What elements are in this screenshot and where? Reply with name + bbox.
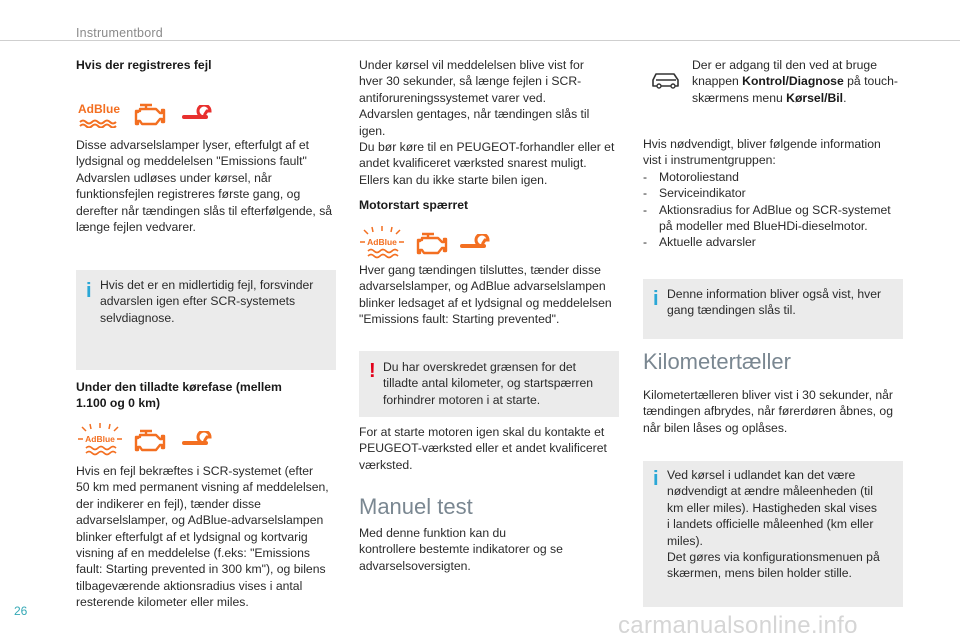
adblue-flashing-icon xyxy=(78,423,122,457)
svg-text:AdBlue: AdBlue xyxy=(85,434,115,444)
warning-icons-row-1 xyxy=(78,97,218,137)
warning-exclamation-icon: ! xyxy=(369,360,376,382)
adblue-flashing-icon xyxy=(360,226,404,260)
svg-text:AdBlue: AdBlue xyxy=(367,237,397,247)
heading-allowed-phase: Under den tilladte kørefase (mellem 1.100 og 0 km) xyxy=(76,380,282,411)
para-info-shown: Hvis nødvendigt, bliver følgende information vist i instrumentgruppen: - Motoroliestand - Serviceindikator - Aktionsradius for AdBlue og SCR-systemet på modeller med BlueHDi-dieselmotor. - Aktuelle advarsler xyxy=(643,136,913,251)
info-box-temporary-fault: i Hvis det er en midlertidig fejl, forsvinder advarslen igen efter SCR-systemets selvdiagnose. xyxy=(76,270,336,370)
engine-icon xyxy=(414,228,448,258)
para-odometer: Kilometertælleren bliver vist i 30 sekunder, når tændingen afbrydes, når førerdøren åbnes, og når bilen låses og oplåses. xyxy=(643,388,893,435)
heading-start-prevented: Motorstart spærret xyxy=(359,198,469,212)
info-icon: i xyxy=(653,288,659,310)
warning-icons-row-2 xyxy=(78,423,218,463)
adblue-icon: AdBlue xyxy=(78,103,120,133)
para-scr-fault: Hvis en fejl bekræftes i SCR-systemet (efter 50 km med permanent visning af meddelelsen, der indikerer en fejl), tænder disse advarselslamper, og AdBlue-advarselslampen blinker efterfulgt af et lydsignal og kortvarig visning af en meddelelse (f.eks: "Emissions fault: Starting prevented in 300 km"), og bilens tilbageværende aktionsradius vises i antal resterende kilometer eller miles. xyxy=(76,464,329,610)
para-manual-test: Med denne funktion kan du kontrollere bestemte indikatorer og se advarselsoversigten. xyxy=(359,526,563,573)
list-item: - Aktionsradius for AdBlue og SCR-systemet på modeller med BlueHDi-dieselmotor. xyxy=(643,202,891,234)
warning-box-limit-exceeded: ! Du har overskredet grænsen for det tilladte antal kilometer, og startspærren forhindrer motoren i at starte. xyxy=(359,351,619,417)
engine-icon xyxy=(132,99,166,129)
page-number: 26 xyxy=(14,604,28,618)
wrench-icon xyxy=(182,105,216,123)
list-item: - Motoroliestand xyxy=(643,169,739,184)
column-1 xyxy=(76,57,346,73)
wrench-icon xyxy=(182,431,216,449)
para-error-detected: Disse advarselslamper lyser, efterfulgt af et lydsignal og meddelelsen "Emissions fault" Advarslen udløses under kørsel, når funktionsfejlen registreres første gang, og derefter når tændingen slås til efterfølgende, så længe fejlen vedvarer. xyxy=(76,138,333,235)
info-icon: i xyxy=(86,280,92,302)
menu-name-label: Kørsel/Bil xyxy=(786,90,844,105)
section-title-odometer: Kilometertæller xyxy=(643,349,791,374)
info-icon: i xyxy=(653,468,659,490)
list-item: - Aktuelle advarsler xyxy=(643,235,756,250)
para-driving-message: Under kørsel vil meddelelsen blive vist for hver 30 sekunder, så længe fejlen i SCR- antiforureningssystemet varer ved. Advarslen gentages, når tændingen slås til igen. Du bør køre til en PEUGEOT-forhandler eller et andet kvalificeret værksted snarest muligt. Ellers kan du ikke starte bilen igen. xyxy=(359,58,615,187)
para-restart-contact: For at starte motoren igen skal du kontakte et PEUGEOT-værksted eller et andet kvalificeret værksted. xyxy=(359,425,607,472)
section-title-manual-test: Manuel test xyxy=(359,494,473,519)
wrench-icon xyxy=(460,234,494,252)
section-header: Instrumentbord xyxy=(76,26,163,40)
car-icon xyxy=(650,68,682,90)
list-item: - Serviceindikator xyxy=(643,186,746,201)
info-box-units-abroad: i Ved kørsel i udlandet kan det være nødvendigt at ændre måleenheden (til km eller miles). Hastigheden skal vises i landets officielle måleenhed (km eller miles). Det gøres via konfigurationsmenuen på skærmen, mens bilen holder stille. xyxy=(643,461,903,607)
menu-button-label: Kontrol/Diagnose xyxy=(742,74,844,89)
warning-icons-row-3 xyxy=(360,226,500,266)
engine-icon xyxy=(132,425,166,455)
heading-error-detected: Hvis der registreres fejl xyxy=(76,58,212,72)
para-access: Der er adgang til den ved at bruge knappen Kontrol/Diagnose på touch- skærmens menu Kørsel/Bil. xyxy=(692,58,898,105)
para-start-prevented: Hver gang tændingen tilsluttes, tænder disse advarselslamper, og AdBlue advarselslampen blinker ledsaget af et lydsignal og meddelelsen "Emissions fault: Starting prevented". xyxy=(359,263,612,327)
header-divider xyxy=(0,40,960,41)
watermark: carmanualsonline.info xyxy=(618,612,858,639)
info-box-display-on-ignition: i Denne information bliver også vist, hver gang tændingen slås til. xyxy=(643,279,903,339)
